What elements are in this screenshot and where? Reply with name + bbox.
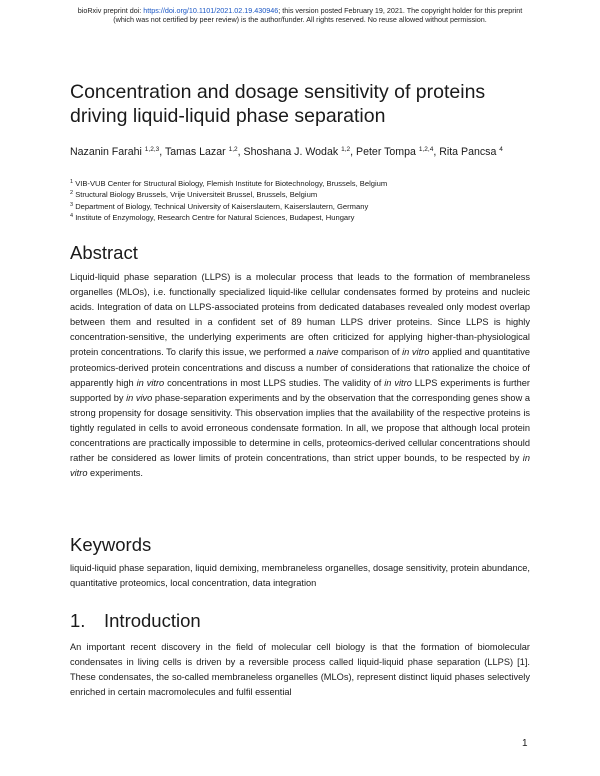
affiliation-marker: 3 — [70, 201, 74, 208]
abstract-emphasis: in vivo — [126, 392, 153, 403]
introduction-heading — [70, 610, 201, 632]
author-list: Nazanin Farahi $^{1,2,3}$, Tamas Lazar $^{1,2}$, Shoshana J. Wodak $^{1,2}$, Peter Tompa $^{1,2,4}$, Rita Pancsa $^4$ — [70, 146, 503, 158]
author-affiliation-marker: 1,2 — [228, 146, 238, 153]
abstract-segment: Liquid-liquid phase separation (LLPS) is a molecular process that leads to the formation of membraneless organelles (MLOs), i.e. functionally specialized liquid-like cellular condensates formed by proteins and nucleic acids. Integration of data on LLPS-associated proteins from dedicated databases revealed only modest overlap between them and resulted in a confident set of 89 human LLPS driver proteins. Since LLPS is highly concentration-sensitive, the underlying experiments are often criticized for applying higher-than-physiological protein concentrations. To clarify this issue, we performed a — [70, 272, 530, 358]
section-number: 1. — [70, 610, 86, 631]
page-number: 1 — [522, 738, 528, 749]
author-affiliation-marker: 1,2 — [341, 146, 351, 153]
author-affiliation-marker: 1,2,3 — [144, 146, 160, 153]
introduction-text: An important recent discovery in the field of molecular cell biology is that the formation of biomolecular condensates in living cells is driven by a reversible process called liquid-liquid phase separation (LLPS) [1]. These condensates, the so-called membraneless organelles (MLOs), represent distinct liquid phases selectively enriched in certain macromolecules and fulfil essential — [70, 642, 530, 698]
keywords-text: liquid-liquid phase separation, liquid demixing, membraneless organelles, dosage sensitivity, protein abundance, quantitative proteomics, local concentration, data integration — [70, 563, 530, 589]
author-name: Rita Pancsa — [439, 146, 497, 158]
preprint-suffix: ; this version posted February 19, 2021. The copyright holder for this preprint — [278, 6, 523, 15]
author-affiliation-marker: 4 — [499, 146, 503, 153]
abstract-emphasis: in vitro — [136, 377, 165, 388]
author-name: Nazanin Farahi — [70, 146, 142, 158]
abstract-segment: comparison of — [338, 347, 403, 358]
abstract-emphasis: in vitro — [402, 347, 430, 358]
abstract-heading: Abstract — [70, 242, 138, 263]
affiliation-marker: 2 — [70, 190, 74, 197]
abstract-segment: LLPS experiments is further supported by — [70, 377, 530, 403]
section-title: Introduction — [104, 610, 201, 631]
affiliation-item — [70, 212, 540, 223]
abstract-segment: concentrations in most LLPS studies. The validity of — [164, 377, 385, 388]
affiliation-item — [70, 189, 540, 200]
affiliation-text: Institute of Enzymology, Research Centre for Natural Sciences, Budapest, Hungary — [75, 212, 355, 222]
preprint-prefix: bioRxiv preprint doi: — [77, 6, 144, 15]
author-name: Tamas Lazar — [164, 146, 226, 158]
affiliation-marker: 1 — [70, 179, 74, 185]
affiliation-text: Department of Biology, Technical University of Kaiserslautern, Kaiserslautern, Germany — [75, 201, 369, 211]
abstract-emphasis: in vitro — [70, 453, 530, 479]
abstract-segment: applied and quantitative proteomics-derived protein concentrations and discuss a number of considerations that rationalize the choice of apparently high — [70, 347, 530, 388]
author-name: Peter Tompa — [356, 146, 416, 158]
paper-title: Concentration and dosage sensitivity of proteins driving liquid-liquid phase separation — [70, 81, 486, 127]
abstract-segment: experiments. — [87, 468, 144, 479]
abstract-segment: phase-separation experiments and by the observation that the corresponding genes show a strong propensity for dosage sensitivity. This observation implies that the availability of the respective proteins is tightly regulated in cells to avoid erroneous condensate formation. In all, we propose that although local protein concentrations are practically impossible to determine in cells, proteomics-derived cellular concentrations should rather be considered as lower limits of protein concentrations, than strict upper bounds, to be respected by — [70, 392, 530, 464]
preprint-notice — [40, 6, 560, 24]
author-affiliation-marker: 1,2,4 — [418, 146, 434, 153]
affiliation-text: VIB-VUB Center for Structural Biology, Flemish Institute for Biotechnology, Brussels, Belgium — [75, 179, 388, 188]
affiliation-item — [70, 178, 540, 189]
keywords-heading: Keywords — [70, 534, 152, 555]
affiliation-item — [70, 201, 540, 212]
affiliation-marker: 4 — [70, 212, 74, 219]
doi-link[interactable]: https://doi.org/10.1101/2021.02.19.430946 — [143, 6, 279, 15]
abstract-emphasis: naive — [316, 347, 339, 358]
abstract-emphasis: in vitro — [384, 377, 412, 388]
affiliation-text: Structural Biology Brussels, Vrije Universiteit Brussel, Brussels, Belgium — [75, 190, 318, 200]
author-name: Shoshana J. Wodak — [243, 146, 339, 158]
affiliation-list — [70, 178, 540, 223]
abstract-text — [70, 270, 530, 481]
preprint-line-2: (which was not certified by peer review) is the author/funder. All rights reserved. No reuse allowed without permission. — [113, 15, 487, 24]
